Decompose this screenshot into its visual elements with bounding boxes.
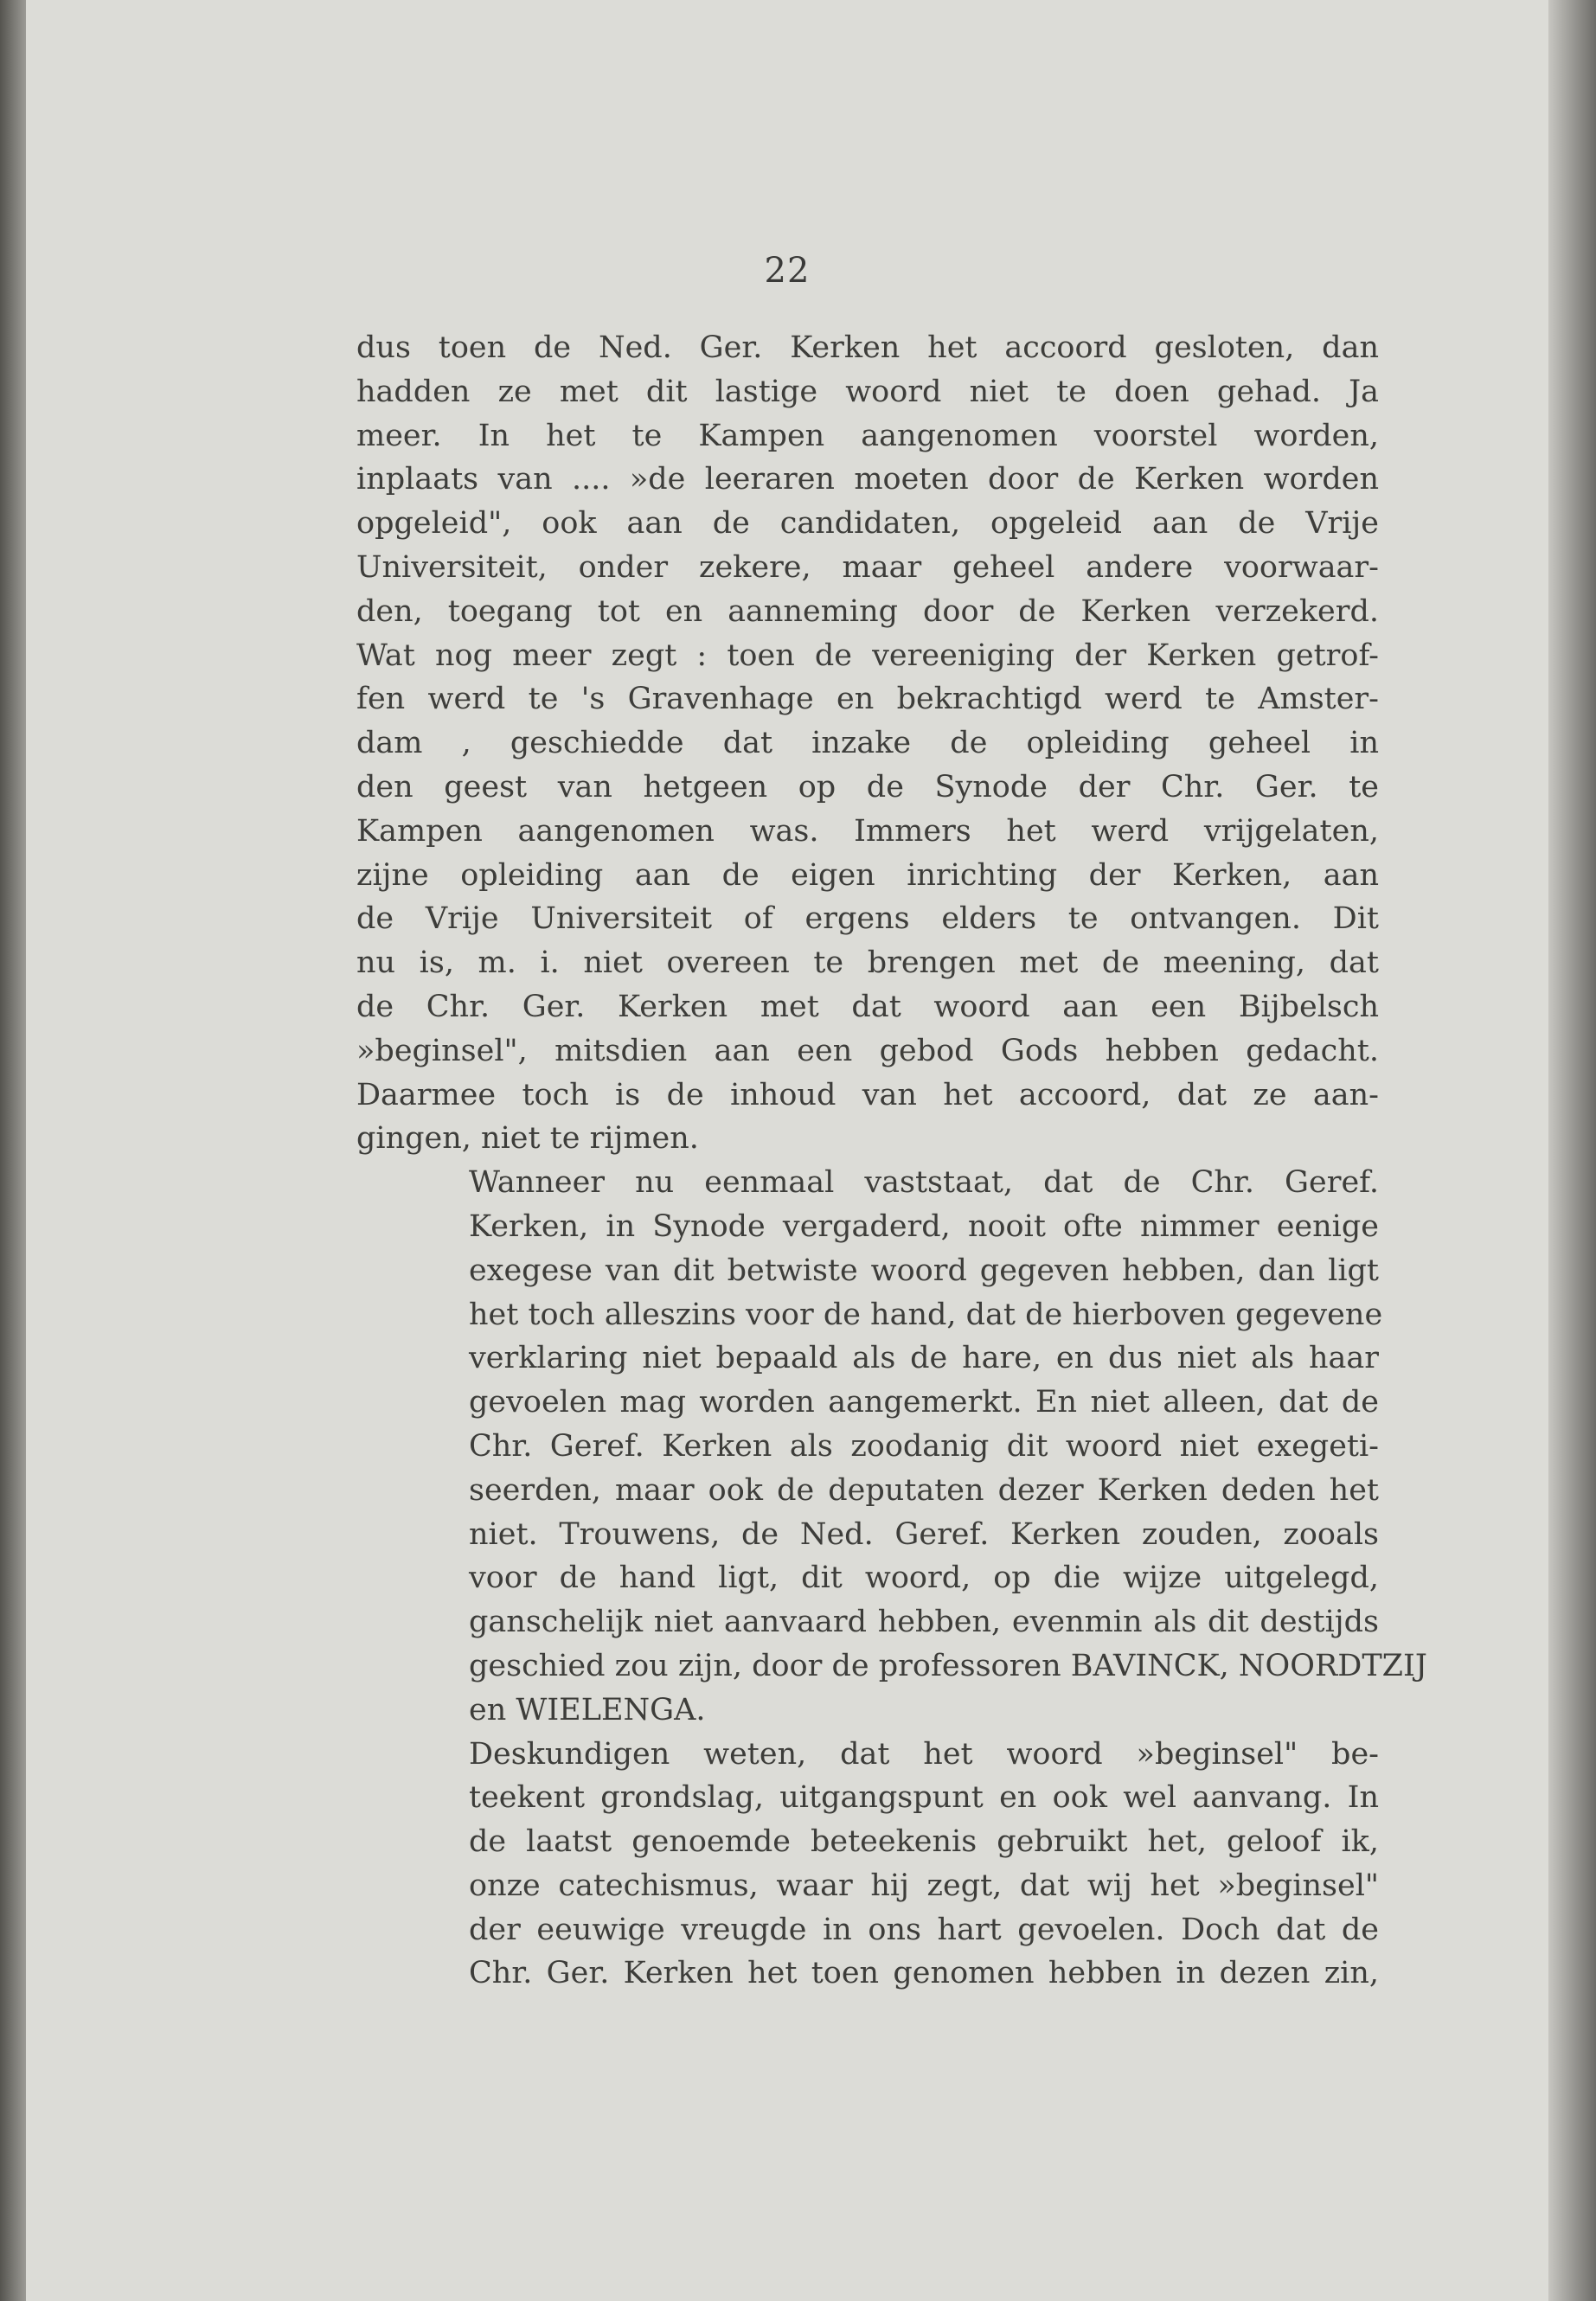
- text-line: meer. In het te Kampen aangenomen voorstel worden,: [356, 418, 1379, 453]
- text-line: gevoelen mag worden aangemerkt. En niet alleen, dat de: [469, 1385, 1379, 1420]
- text-line: en WIELENGA.: [469, 1692, 706, 1727]
- text-line: inplaats van .... »de leeraren moeten door de Kerken worden: [356, 462, 1379, 497]
- text-line: dam , geschiedde dat inzake de opleiding geheel in: [356, 726, 1379, 761]
- text-line: Wanneer nu eenmaal vaststaat, dat de Chr. Geref.: [469, 1165, 1379, 1201]
- text-line: der eeuwige vreugde in ons hart gevoelen. Doch dat de: [469, 1912, 1379, 1947]
- body-text: [356, 326, 1427, 1996]
- text-line: het toch alleszins voor de hand, dat de hierboven gegevene: [469, 1297, 1383, 1332]
- text-line: seerden, maar ook de deputaten dezer Kerken deden het: [469, 1472, 1379, 1508]
- text-line: verklaring niet bepaald als de hare, en dus niet als haar: [469, 1341, 1379, 1376]
- text-line: zijne opleiding aan de eigen inrichting der Kerken, aan: [356, 857, 1379, 893]
- text-line: onze catechismus, waar hij zegt, dat wij het »beginsel": [469, 1868, 1379, 1903]
- text-line: voor de hand ligt, dit woord, op die wijze uitgelegd,: [469, 1561, 1379, 1596]
- text-line: Universiteit, onder zekere, maar geheel andere voorwaar-: [356, 549, 1379, 585]
- page-edge-shadow: [1548, 0, 1596, 2301]
- text-line: den geest van hetgeen op de Synode der Chr. Ger. te: [356, 769, 1379, 804]
- text-line: de Chr. Ger. Kerken met dat woord aan een Bijbelsch: [356, 989, 1379, 1024]
- text-line: »beginsel", mitsdien aan een gebod Gods hebben gedacht.: [356, 1033, 1379, 1068]
- text-line: de laatst genoemde beteekenis gebruikt het, geloof ik,: [469, 1824, 1379, 1860]
- text-line: de Vrije Universiteit of ergens elders te ontvangen. Dit: [356, 901, 1379, 937]
- text-line: Daarmee toch is de inhoud van het accoord, dat ze aan-: [356, 1077, 1379, 1112]
- paragraph-2: [356, 1161, 1427, 1732]
- page-number: 22: [764, 251, 811, 291]
- text-line: Chr. Geref. Kerken als zoodanig dit woord niet exegeti-: [469, 1428, 1379, 1464]
- book-page: [26, 0, 1548, 2301]
- paragraph-3: [356, 1733, 1379, 1997]
- text-line: hadden ze met dit lastige woord niet te doen gehad. Ja: [356, 374, 1379, 409]
- text-line: Deskundigen weten, dat het woord »beginsel" be-: [469, 1736, 1379, 1772]
- paragraph-1: [356, 326, 1379, 1161]
- text-line: opgeleid", ook aan de candidaten, opgeleid aan de Vrije: [356, 506, 1379, 542]
- text-line: ganschelijk niet aanvaard hebben, evenmin als dit destijds: [469, 1605, 1379, 1640]
- text-line: teekent grondslag, uitgangspunt en ook wel aanvang. In: [469, 1780, 1379, 1816]
- text-line: nu is, m. i. niet overeen te brengen met de meening, dat: [356, 945, 1379, 981]
- text-line: dus toen de Ned. Ger. Kerken het accoord gesloten, dan: [356, 330, 1379, 365]
- text-line: Kerken, in Synode vergaderd, nooit ofte nimmer eenige: [469, 1208, 1379, 1244]
- book-gutter-shadow: [0, 0, 26, 2301]
- text-line: Kampen aangenomen was. Immers het werd vrijgelaten,: [356, 813, 1379, 849]
- text-line: Chr. Ger. Kerken het toen genomen hebben in dezen zin,: [469, 1956, 1379, 1991]
- text-line: gingen, niet te rijmen.: [356, 1121, 699, 1157]
- text-line: geschied zou zijn, door de professoren BAVINCK, NOORDTZIJ: [469, 1648, 1427, 1683]
- text-line: fen werd te 's Gravenhage en bekrachtigd werd te Amster-: [356, 682, 1379, 717]
- text-line: niet. Trouwens, de Ned. Geref. Kerken zouden, zooals: [469, 1516, 1379, 1552]
- text-line: Wat nog meer zegt : toen de vereeniging der Kerken getrof-: [356, 638, 1379, 673]
- text-line: exegese van dit betwiste woord gegeven hebben, dan ligt: [469, 1253, 1379, 1288]
- text-line: den, toegang tot en aanneming door de Kerken verzekerd.: [356, 593, 1379, 629]
